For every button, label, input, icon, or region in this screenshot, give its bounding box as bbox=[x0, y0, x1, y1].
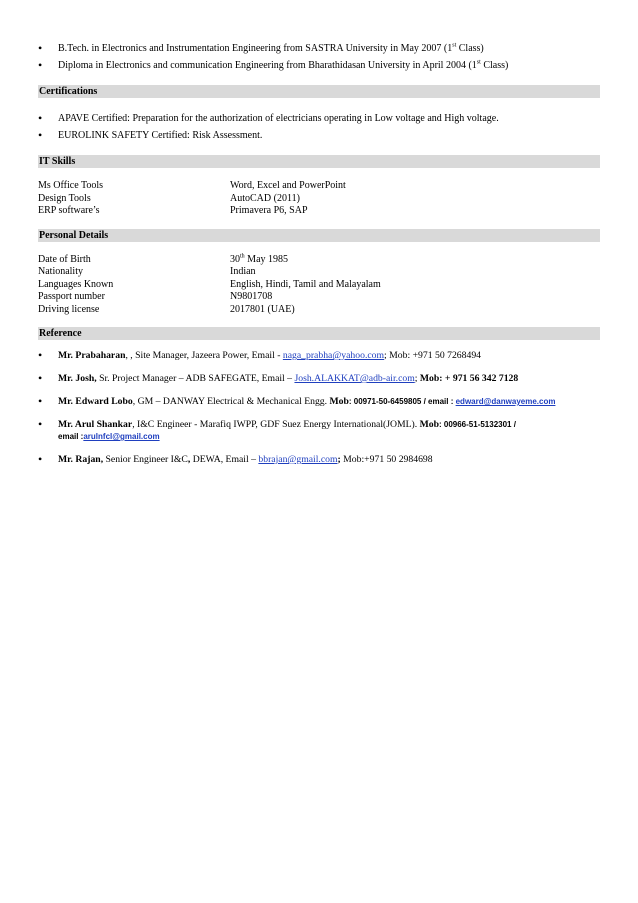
it-skills-heading: IT Skills bbox=[38, 155, 600, 168]
education-item: • B.Tech. in Electronics and Instrumentation Engineering from SASTRA University in May 2007 (1st Class) bbox=[38, 41, 484, 55]
personal-row: Nationality Indian bbox=[38, 266, 256, 277]
reference-list bbox=[38, 350, 600, 466]
education-text: Diploma in Electronics and communication Engineering from Bharathidasan University in April 2004 (1 bbox=[58, 60, 477, 71]
email-link[interactable]: bbrajan@gmail.com bbox=[258, 454, 338, 465]
education-item: • Diploma in Electronics and communication Engineering from Bharathidasan University in April 2004 (1st Class) bbox=[38, 58, 509, 72]
certifications-list bbox=[38, 110, 600, 144]
it-skills-table bbox=[38, 180, 600, 218]
email-link[interactable]: naga_prabha@yahoo.com bbox=[282, 350, 385, 361]
bullet-icon: • bbox=[38, 348, 43, 362]
personal-row: Driving license 2017801 (UAE) bbox=[38, 303, 295, 315]
email-link[interactable]: arulnfcl@gmail.com bbox=[83, 432, 160, 441]
certification-item: • APAVE Certified: Preparation for the authorization of electricians operating in Low voltage and High voltage. bbox=[38, 111, 499, 125]
reference-item: • Mr. Arul Shankar, I&C Engineer - Marafiq IWPP, GDF Suez Energy International(JOML). Mob: 00966-51-5132301 / email :arulnfcl@gmail.com bbox=[38, 417, 516, 441]
skill-row: ERP software’s Primavera P6, SAP bbox=[38, 205, 308, 216]
education-list bbox=[38, 40, 600, 74]
reference-item: • Mr. Josh, Sr. Project Manager – ADB SAFEGATE, Email – Josh.ALAKKAT@adb-air.com; Mob: + 971 56 342 7128 bbox=[38, 371, 519, 385]
bullet-icon: • bbox=[38, 452, 43, 466]
bullet-icon: • bbox=[38, 128, 43, 142]
personal-details-table bbox=[38, 254, 600, 317]
bullet-icon: • bbox=[38, 111, 43, 125]
personal-row: Date of Birth 30th May 1985 bbox=[38, 253, 289, 265]
bullet-icon: • bbox=[38, 394, 43, 408]
bullet-icon: • bbox=[38, 417, 43, 431]
reference-item: • Mr. Prabaharan, , Site Manager, Jazeera Power, Email - naga_prabha@yahoo.com; Mob: +971 50 7268494 bbox=[38, 348, 482, 362]
skill-row: Design Tools AutoCAD (2011) bbox=[38, 192, 300, 204]
reference-heading: Reference bbox=[38, 327, 600, 340]
email-link[interactable]: Josh.ALAKKAT@adb-air.com bbox=[294, 373, 415, 384]
reference-item: • Mr. Edward Lobo, GM – DANWAY Electrical & Mechanical Engg. Mob: 00971-50-6459805 / email : edward@danwayeme.com bbox=[38, 394, 556, 408]
certifications-heading: Certifications bbox=[38, 85, 600, 98]
email-link[interactable]: edward@danwayeme.com bbox=[455, 397, 556, 406]
reference-item: • Mr. Rajan, Senior Engineer I&C, DEWA, Email – bbrajan@gmail.com; Mob:+971 50 2984698 bbox=[38, 452, 433, 466]
bullet-icon: • bbox=[38, 58, 43, 72]
education-text: B.Tech. in Electronics and Instrumentation Engineering from SASTRA University in May 2007 (1 bbox=[58, 43, 453, 54]
certification-item: • EUROLINK SAFETY Certified: Risk Assessment. bbox=[38, 128, 263, 142]
bullet-icon: • bbox=[38, 371, 43, 385]
personal-row: Passport number N9801708 bbox=[38, 291, 273, 302]
personal-details-heading: Personal Details bbox=[38, 229, 600, 242]
bullet-icon: • bbox=[38, 41, 43, 55]
resume-page bbox=[38, 0, 600, 477]
skill-row: Ms Office Tools Word, Excel and PowerPoint bbox=[38, 180, 346, 191]
personal-row: Languages Known English, Hindi, Tamil and Malayalam bbox=[38, 278, 381, 290]
